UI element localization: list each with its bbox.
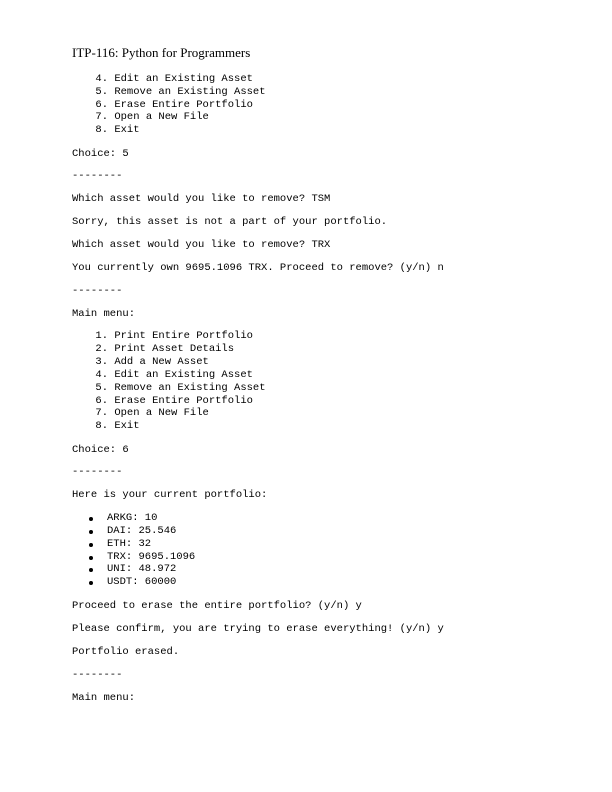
erase-result: Portfolio erased. (72, 646, 180, 658)
menu-item: 7. Open a New File (95, 407, 209, 419)
page-header-title: ITP-116: Python for Programmers (72, 45, 251, 60)
menu-item: 6. Erase Entire Portfolio (95, 395, 253, 407)
main-menu-heading: Main menu: (72, 692, 136, 704)
separator: -------- (72, 466, 123, 478)
separator: -------- (72, 285, 123, 297)
remove-prompt: Which asset would you like to remove? TSM (72, 193, 331, 205)
bullet-icon (89, 556, 93, 560)
main-menu-heading: Main menu: (72, 308, 136, 320)
menu-item: 8. Exit (95, 124, 140, 136)
bullet-icon (89, 568, 93, 572)
choice-line: Choice: 5 (72, 148, 129, 160)
menu-item: 4. Edit an Existing Asset (95, 369, 253, 381)
menu-item: 7. Open a New File (95, 111, 209, 123)
choice-line: Choice: 6 (72, 444, 129, 456)
bullet-icon (89, 581, 93, 585)
menu-item: 6. Erase Entire Portfolio (95, 99, 253, 111)
separator: -------- (72, 669, 123, 681)
menu-item: 1. Print Entire Portfolio (95, 330, 253, 342)
menu-item: 2. Print Asset Details (95, 343, 235, 355)
menu-item: 5. Remove an Existing Asset (95, 382, 266, 394)
error-message: Sorry, this asset is not a part of your portfolio. (72, 216, 388, 228)
bullet-icon (89, 517, 93, 521)
erase-prompt: Proceed to erase the entire portfolio? (y/n) y (72, 600, 362, 612)
remove-prompt: Which asset would you like to remove? TRX (72, 239, 331, 251)
menu-item: 3. Add a New Asset (95, 356, 209, 368)
bullet-icon (89, 530, 93, 534)
document-page: ITP-116: Python for Programmers 4. Edit an Existing Asset 5. Remove an Existing Asset 6. Erase Entire Portfolio 7. Open a New File 8. Exit Choice: 5 -------- Which asset would you like to remove? TSM Sorry, this asset is not a part of your portfolio. Which asset would you like to remove? TRX You currently own 9695.1096 TRX. Proceed to remove? (y/n) n -------- Main menu: 1. Print Entire Portfolio 2. Print Asset Details 3. Add a New Asset 4. Edit an Existing Asset 5. Remove an Existing Asset 6. Erase Entire Portfolio 7. Open a New File 8. Exit Choice: 6 -------- Here is your current portfolio: ARKG: 10 DAI: 25.546 ETH: 32 TRX: 9695.1096 UNI: 48.972 USDT: 60000 Proceed to erase the entire portfolio? (y/n) y Please confirm, you are trying to erase everything! (y/n) y Portfolio erased. -------- Main menu: (72, 45, 444, 704)
confirm-remove-line: You currently own 9695.1096 TRX. Proceed to remove? (y/n) n (72, 262, 444, 274)
separator: -------- (72, 170, 123, 182)
portfolio-intro: Here is your current portfolio: (72, 489, 268, 501)
menu-item: 8. Exit (95, 420, 140, 432)
bullet-icon (89, 543, 93, 547)
menu-item: 4. Edit an Existing Asset (95, 73, 253, 85)
menu-item: 5. Remove an Existing Asset (95, 86, 266, 98)
erase-confirm: Please confirm, you are trying to erase everything! (y/n) y (72, 623, 444, 635)
